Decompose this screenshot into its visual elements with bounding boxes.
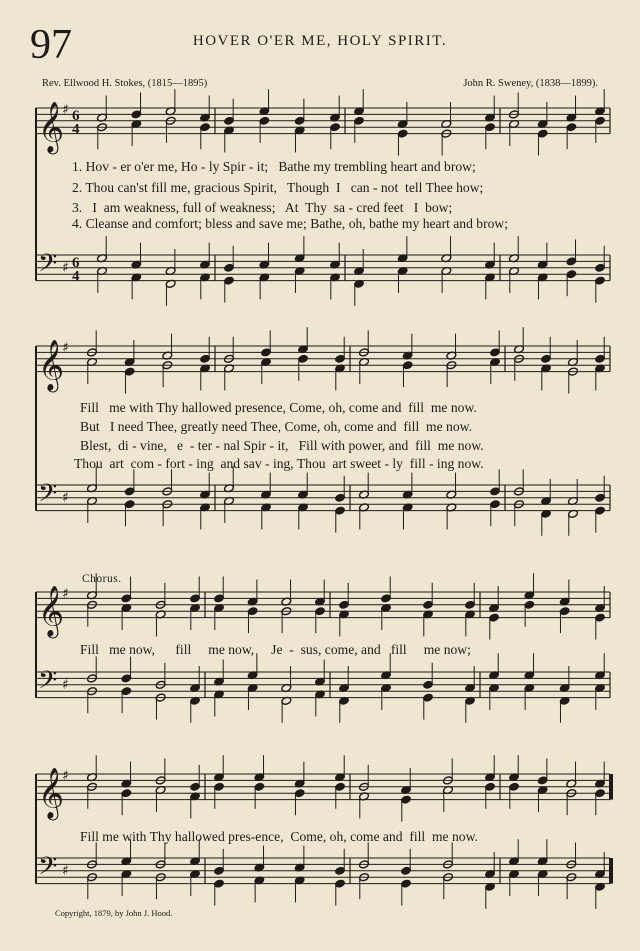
hymn-number: 97 xyxy=(30,22,72,68)
lyric-line: But I need Thee, greatly need Thee, Come, oh, come and fill me now. xyxy=(80,419,472,434)
sharp-icon: ♯ xyxy=(62,862,69,879)
sharp-icon: ♯ xyxy=(62,768,69,784)
bass-clef-icon: 𝄢 xyxy=(38,479,58,515)
time-signature-bottom: 4 xyxy=(72,268,80,285)
treble-clef-icon: 𝄞 xyxy=(38,339,65,391)
sharp-icon: ♯ xyxy=(62,259,69,276)
lyric-line: Fill me now, fill me now, Je - sus, come, and fill me now; xyxy=(80,642,471,657)
sharp-icon: ♯ xyxy=(62,676,69,693)
sharp-icon: ♯ xyxy=(62,586,69,602)
treble-clef-icon: 𝄞 xyxy=(38,767,65,819)
lyric-line: Blest, di - vine, e - ter - nal Spir - it, Fill with power, and fill me now. xyxy=(80,438,484,453)
final-barline xyxy=(609,858,613,884)
chorus-label: Chorus. xyxy=(82,573,122,585)
bass-clef-icon: 𝄢 xyxy=(38,666,58,702)
sharp-icon: ♯ xyxy=(62,489,69,506)
time-signature-top: 6 xyxy=(72,107,80,124)
lyric-line: Fill me with Thy hallowed presence, Come, oh, come and fill me now. xyxy=(80,400,477,415)
treble-clef-icon: 𝄞 xyxy=(38,101,65,153)
hymn-title: HOVER O'ER ME, HOLY SPIRIT. xyxy=(192,33,448,49)
time-signature-bottom: 4 xyxy=(72,121,80,138)
sharp-icon: ♯ xyxy=(62,340,69,356)
bass-clef-icon: 𝄢 xyxy=(38,249,58,285)
lyric-line: 3. I am weakness, full of weakness; At Thy sa - cred feet I bow; xyxy=(72,200,453,215)
time-signature-top: 6 xyxy=(72,254,80,271)
composer-credit: John R. Sweney, (1838—1899). xyxy=(463,78,598,89)
final-barline xyxy=(609,774,613,800)
author-credit: Rev. Ellwood H. Stokes, (1815—1895) xyxy=(42,78,208,89)
bass-clef-icon: 𝄢 xyxy=(38,852,58,888)
copyright-notice: Copyright, 1879, by John J. Hood. xyxy=(55,908,173,918)
lyric-line: 2. Thou can'st fill me, gracious Spirit, Though I can - not tell Thee how; xyxy=(72,180,484,195)
lyric-line: Thou art com - fort - ing and sav - ing, Thou art sweet - ly fill - ing now. xyxy=(74,456,484,471)
lyric-line: 4. Cleanse and comfort; bless and save me; Bathe, oh, bathe my heart and brow; xyxy=(72,216,509,231)
treble-clef-icon: 𝄞 xyxy=(38,585,65,637)
lyric-line: 1. Hov - er o'er me, Ho - ly Spir - it; Bathe my trembling heart and brow; xyxy=(72,159,476,174)
lyric-line: Fill me with Thy hallowed pres-ence, Come, oh, come and fill me now. xyxy=(80,829,478,844)
sharp-icon: ♯ xyxy=(62,102,69,118)
